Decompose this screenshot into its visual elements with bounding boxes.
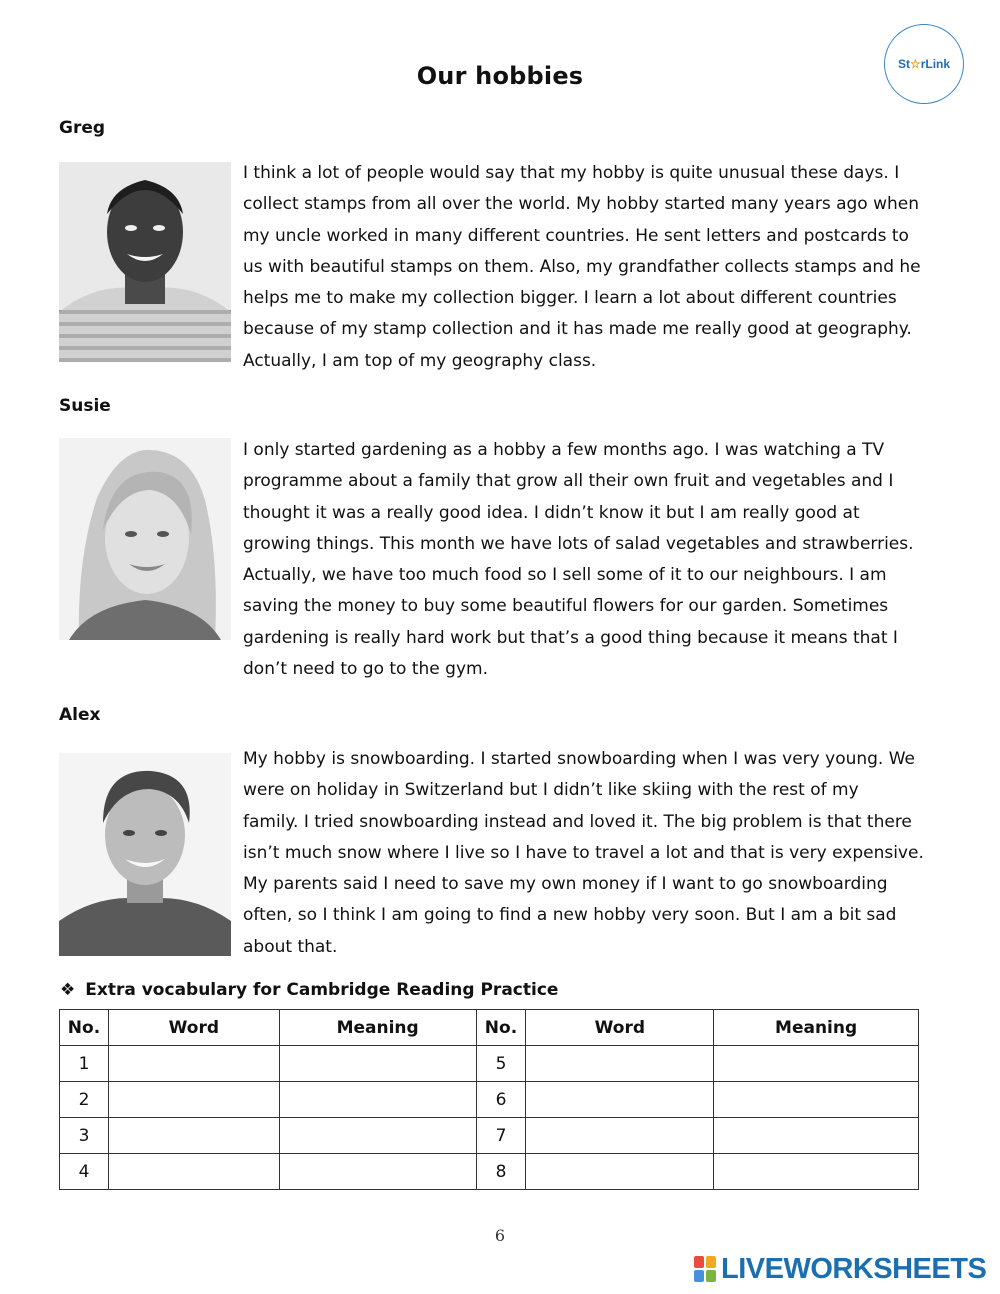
meaning-cell[interactable] bbox=[279, 1154, 476, 1190]
text-line: don’t need to go to the gym. bbox=[243, 659, 488, 680]
photo-greg bbox=[59, 162, 231, 362]
col-header-word: Word bbox=[526, 1010, 714, 1046]
word-cell[interactable] bbox=[108, 1082, 279, 1118]
col-header-no: No. bbox=[60, 1010, 109, 1046]
meaning-cell[interactable] bbox=[714, 1154, 919, 1190]
section-name-alex: Alex bbox=[59, 705, 101, 725]
word-cell[interactable] bbox=[526, 1082, 714, 1118]
col-header-no: No. bbox=[476, 1010, 526, 1046]
text-line: because of my stamp collection and it has made me really good at geography. bbox=[243, 319, 912, 340]
meaning-cell[interactable] bbox=[279, 1046, 476, 1082]
row-number: 6 bbox=[476, 1082, 526, 1118]
text-line: My parents said I need to save my own money if I want to go snowboarding bbox=[243, 874, 888, 895]
table-row bbox=[60, 1046, 919, 1082]
paragraph-alex bbox=[243, 744, 983, 963]
word-cell[interactable] bbox=[108, 1154, 279, 1190]
col-header-word: Word bbox=[108, 1010, 279, 1046]
word-cell[interactable] bbox=[526, 1118, 714, 1154]
text-line: were on holiday in Switzerland but I didn’t like skiing with the rest of my bbox=[243, 780, 859, 801]
starlink-logo bbox=[884, 24, 964, 104]
liveworksheets-wordmark: LIVEWORKSHEETS bbox=[721, 1252, 987, 1285]
col-header-meaning: Meaning bbox=[714, 1010, 919, 1046]
row-number: 2 bbox=[60, 1082, 109, 1118]
text-line: about that. bbox=[243, 936, 338, 957]
row-number: 3 bbox=[60, 1118, 109, 1154]
meaning-cell[interactable] bbox=[279, 1118, 476, 1154]
vocab-heading-text: Extra vocabulary for Cambridge Reading Practice bbox=[85, 980, 559, 1000]
page-title: Our hobbies bbox=[416, 62, 584, 90]
text-line: growing things. This month we have lots of salad vegetables and strawberries. bbox=[243, 533, 914, 554]
paragraph-greg bbox=[243, 158, 983, 377]
word-cell[interactable] bbox=[526, 1154, 714, 1190]
photo-alex bbox=[59, 753, 231, 956]
text-line: programme about a family that grow all their own fruit and vegetables and I bbox=[243, 471, 894, 492]
row-number: 8 bbox=[476, 1154, 526, 1190]
text-line: isn’t much snow where I live so I have to travel a lot and that is very expensive. bbox=[243, 842, 924, 863]
row-number: 4 bbox=[60, 1154, 109, 1190]
word-cell[interactable] bbox=[108, 1118, 279, 1154]
meaning-cell[interactable] bbox=[714, 1046, 919, 1082]
text-line: gardening is really hard work but that’s a good thing because it means that I bbox=[243, 627, 898, 648]
text-line: family. I tried snowboarding instead and loved it. The big problem is that there bbox=[243, 811, 912, 832]
row-number: 1 bbox=[60, 1046, 109, 1082]
text-line: I only started gardening as a hobby a few months ago. I was watching a TV bbox=[243, 440, 885, 460]
star-icon: ☆ bbox=[909, 57, 921, 71]
photo-susie bbox=[59, 438, 231, 640]
section-name-greg: Greg bbox=[59, 118, 106, 138]
text-line: helps me to make my collection bigger. I learn a lot about different countries bbox=[243, 288, 897, 309]
text-line: my uncle worked in many different countries. He sent letters and postcards to bbox=[243, 225, 909, 246]
logo-suffix: rLink bbox=[920, 57, 951, 71]
row-number: 7 bbox=[476, 1118, 526, 1154]
table-row bbox=[60, 1082, 919, 1118]
meaning-cell[interactable] bbox=[279, 1082, 476, 1118]
word-cell[interactable] bbox=[108, 1046, 279, 1082]
table-row bbox=[60, 1118, 919, 1154]
text-line: thought it was a really good idea. I didn’t know it but I am really good at bbox=[243, 502, 860, 523]
text-line: often, so I think I am going to find a new hobby very soon. But I am a bit sad bbox=[243, 905, 897, 926]
logo-prefix: St bbox=[897, 57, 910, 71]
text-line: My hobby is snowboarding. I started snowboarding when I was very young. We bbox=[243, 749, 916, 769]
table-row bbox=[60, 1154, 919, 1190]
vocab-header-row bbox=[60, 1010, 919, 1046]
vocab-heading bbox=[60, 980, 558, 1000]
meaning-cell[interactable] bbox=[714, 1118, 919, 1154]
text-line: I think a lot of people would say that my hobby is quite unusual these days. I bbox=[243, 163, 900, 183]
text-line: Actually, I am top of my geography class. bbox=[243, 350, 597, 371]
page-number: 6 bbox=[494, 1226, 506, 1245]
row-number: 5 bbox=[476, 1046, 526, 1082]
text-line: Actually, we have too much food so I sell some of it to our neighbours. I am bbox=[243, 565, 887, 586]
word-cell[interactable] bbox=[526, 1046, 714, 1082]
text-line: saving the money to buy some beautiful flowers for our garden. Sometimes bbox=[243, 596, 889, 617]
paragraph-susie bbox=[243, 435, 983, 685]
liveworksheets-blocks-icon bbox=[694, 1256, 716, 1282]
text-line: us with beautiful stamps on them. Also, my grandfather collects stamps and he bbox=[243, 256, 921, 277]
diamond-bullet-icon: ❖ bbox=[60, 980, 76, 1000]
col-header-meaning: Meaning bbox=[279, 1010, 476, 1046]
text-line: collect stamps from all over the world. My hobby started many years ago when bbox=[243, 194, 920, 215]
section-name-susie: Susie bbox=[59, 396, 111, 416]
vocab-table bbox=[59, 1009, 919, 1190]
meaning-cell[interactable] bbox=[714, 1082, 919, 1118]
liveworksheets-logo bbox=[694, 1254, 986, 1284]
